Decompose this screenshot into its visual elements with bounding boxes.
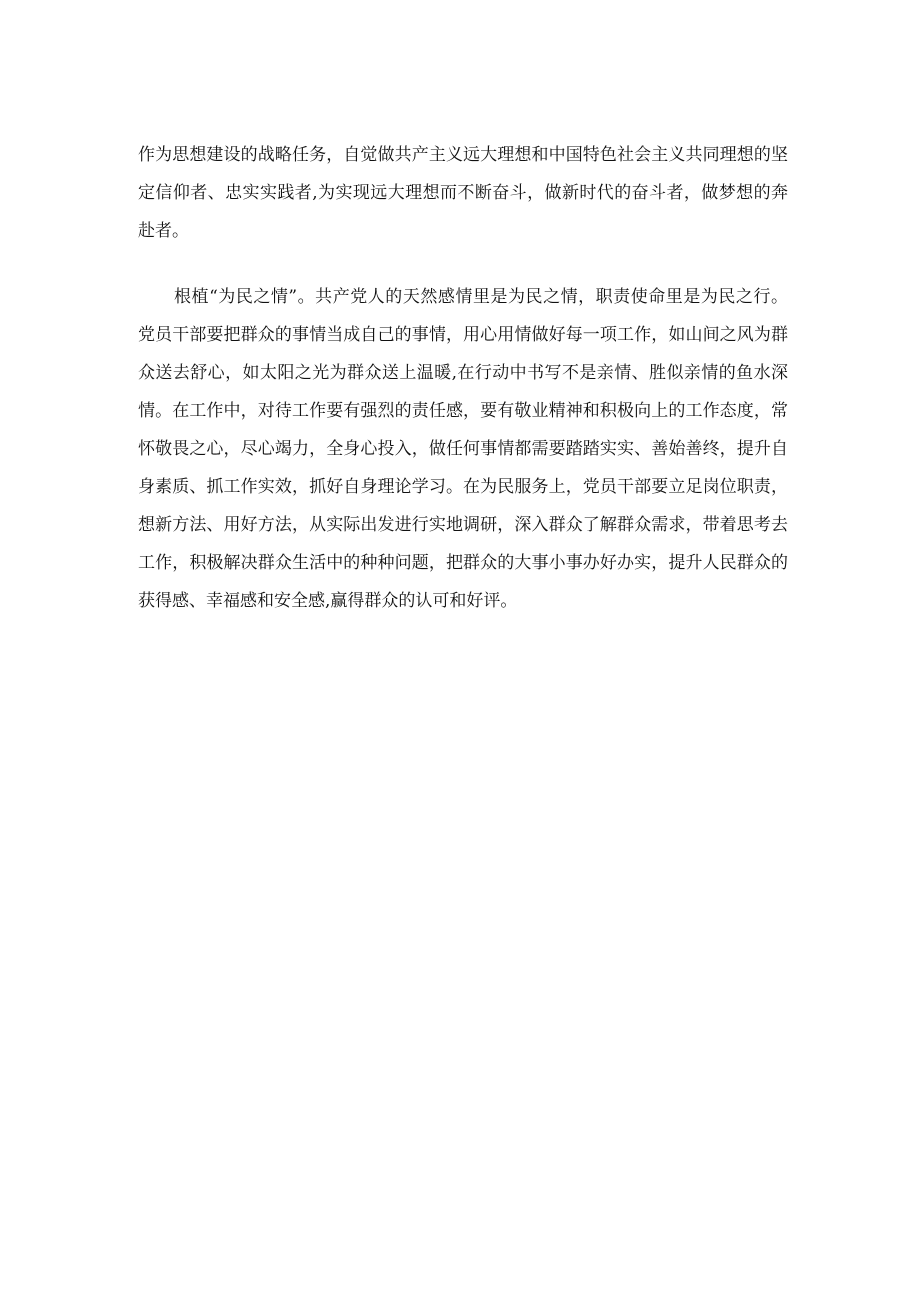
text-line: 身素质、抓工作实效，抓好自身理论学习。在为民服务上，党员干部要立足岗位职责， <box>138 477 788 497</box>
document-body <box>138 136 788 620</box>
text-line: 党员干部要把群众的事情当成自己的事情，用心用情做好每一项工作，如山间之风为群 <box>138 325 788 345</box>
text-line: 定信仰者、忠实实践者,为实现远大理想而不断奋斗，做新时代的奋斗者，做梦想的奔 <box>138 183 788 203</box>
paragraph-spacer <box>138 250 788 278</box>
text-line: 想新方法、用好方法，从实际出发进行实地调研，深入群众了解群众需求，带着思考去 <box>138 515 788 535</box>
text-line: 根植“为民之情”。共产党人的天然感情里是为民之情，职责使命里是为民之行。 <box>174 287 788 307</box>
text-line: 作为思想建设的战略任务，自觉做共产主义远大理想和中国特色社会主义共同理想的坚 <box>138 145 788 165</box>
text-line: 众送去舒心，如太阳之光为群众送上温暖,在行动中书写不是亲情、胜似亲情的鱼水深 <box>138 363 788 383</box>
text-line: 怀敬畏之心，尽心竭力，全身心投入，做任何事情都需要踏踏实实、善始善终，提升自 <box>138 439 788 459</box>
text-line: 赴者。 <box>138 221 189 241</box>
text-line: 工作，积极解决群众生活中的种种问题，把群众的大事小事办好办实，提升人民群众的 <box>138 553 788 573</box>
paragraph-1 <box>138 136 788 250</box>
paragraph-2 <box>138 278 788 620</box>
text-line: 情。在工作中，对待工作要有强烈的责任感，要有敬业精神和积极向上的工作态度，常 <box>138 401 788 421</box>
text-line: 获得感、幸福感和安全感,赢得群众的认可和好评。 <box>138 591 518 611</box>
